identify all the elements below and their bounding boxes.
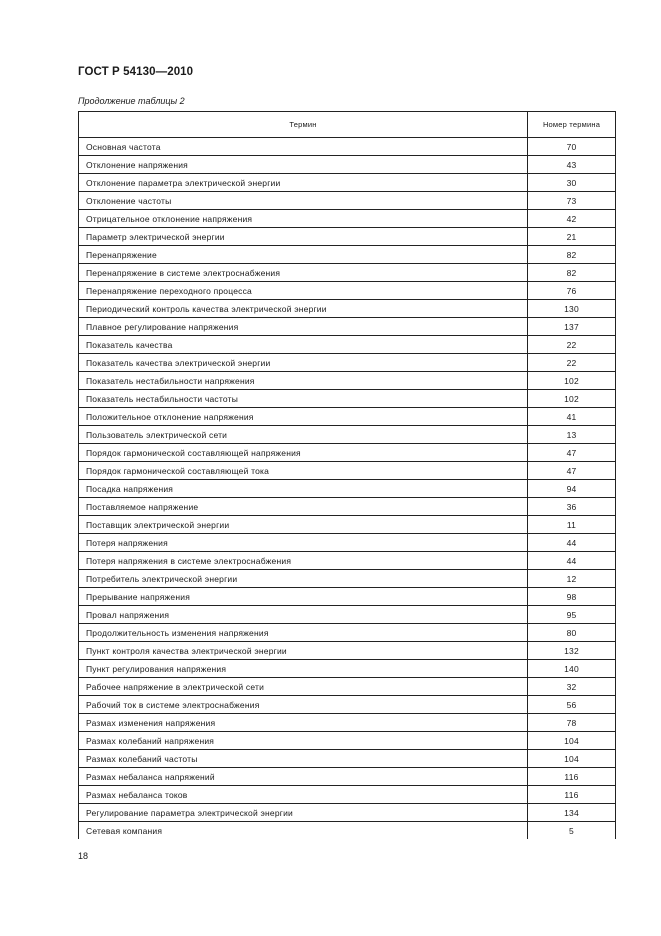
term-cell: Пункт регулирования напряжения (79, 660, 528, 678)
table-row (79, 264, 616, 282)
term-cell: Параметр электрической энергии (79, 228, 528, 246)
term-number-cell: 82 (528, 246, 616, 264)
term-cell: Показатель качества электрической энергии (79, 354, 528, 372)
column-header-number: Номер термина (528, 112, 616, 138)
table-row (79, 498, 616, 516)
table-row (79, 822, 616, 840)
table-row (79, 462, 616, 480)
term-number-cell: 5 (528, 822, 616, 840)
term-number-cell: 12 (528, 570, 616, 588)
table-row (79, 714, 616, 732)
term-number-cell: 95 (528, 606, 616, 624)
term-cell: Размах изменения напряжения (79, 714, 528, 732)
term-cell: Продолжительность изменения напряжения (79, 624, 528, 642)
table-row (79, 768, 616, 786)
term-number-cell: 47 (528, 444, 616, 462)
term-cell: Регулирование параметра электрической энергии (79, 804, 528, 822)
term-number-cell: 41 (528, 408, 616, 426)
term-cell: Отклонение параметра электрической энергии (79, 174, 528, 192)
table-row (79, 372, 616, 390)
table-continuation-label: Продолжение таблицы 2 (78, 96, 185, 106)
term-cell: Показатель качества (79, 336, 528, 354)
table-row (79, 642, 616, 660)
term-cell: Отрицательное отклонение напряжения (79, 210, 528, 228)
term-number-cell: 116 (528, 768, 616, 786)
table-row (79, 336, 616, 354)
table-row (79, 786, 616, 804)
term-cell: Провал напряжения (79, 606, 528, 624)
term-cell: Пункт контроля качества электрической энергии (79, 642, 528, 660)
table-row (79, 696, 616, 714)
term-number-cell: 132 (528, 642, 616, 660)
term-number-cell: 42 (528, 210, 616, 228)
term-cell: Размах небаланса напряжений (79, 768, 528, 786)
table-row (79, 408, 616, 426)
term-number-cell: 47 (528, 462, 616, 480)
term-number-cell: 70 (528, 138, 616, 156)
table-row (79, 516, 616, 534)
term-number-cell: 80 (528, 624, 616, 642)
term-cell: Плавное регулирование напряжения (79, 318, 528, 336)
term-cell: Размах колебаний частоты (79, 750, 528, 768)
term-number-cell: 13 (528, 426, 616, 444)
term-number-cell: 44 (528, 552, 616, 570)
term-cell: Поставляемое напряжение (79, 498, 528, 516)
page-number: 18 (78, 851, 89, 861)
term-cell: Потеря напряжения в системе электроснабжения (79, 552, 528, 570)
table-row (79, 624, 616, 642)
term-cell: Отклонение напряжения (79, 156, 528, 174)
table-row (79, 678, 616, 696)
column-header-term: Термин (79, 112, 528, 138)
table-row (79, 444, 616, 462)
table-row (79, 732, 616, 750)
table-row (79, 228, 616, 246)
term-cell: Посадка напряжения (79, 480, 528, 498)
table-row (79, 534, 616, 552)
table-row (79, 570, 616, 588)
term-cell: Сетевая компания (79, 822, 528, 840)
term-number-cell: 73 (528, 192, 616, 210)
term-cell: Основная частота (79, 138, 528, 156)
table-row (79, 192, 616, 210)
term-number-cell: 30 (528, 174, 616, 192)
term-number-cell: 104 (528, 732, 616, 750)
term-cell: Рабочий ток в системе электроснабжения (79, 696, 528, 714)
term-number-cell: 134 (528, 804, 616, 822)
term-cell: Поставщик электрической энергии (79, 516, 528, 534)
table-row (79, 354, 616, 372)
table-header (79, 112, 616, 138)
term-cell: Отклонение частоты (79, 192, 528, 210)
table-row (79, 390, 616, 408)
term-cell: Перенапряжение переходного процесса (79, 282, 528, 300)
table-row (79, 552, 616, 570)
table-row (79, 804, 616, 822)
term-number-cell: 102 (528, 390, 616, 408)
term-cell: Показатель нестабильности частоты (79, 390, 528, 408)
term-number-cell: 102 (528, 372, 616, 390)
term-cell: Пользователь электрической сети (79, 426, 528, 444)
table-row (79, 606, 616, 624)
term-cell: Показатель нестабильности напряжения (79, 372, 528, 390)
term-number-cell: 56 (528, 696, 616, 714)
term-number-cell: 22 (528, 336, 616, 354)
term-number-cell: 76 (528, 282, 616, 300)
term-number-cell: 98 (528, 588, 616, 606)
document-title: ГОСТ Р 54130—2010 (78, 66, 194, 78)
term-cell: Порядок гармонической составляющей тока (79, 462, 528, 480)
term-number-cell: 82 (528, 264, 616, 282)
term-number-cell: 94 (528, 480, 616, 498)
term-cell: Прерывание напряжения (79, 588, 528, 606)
term-cell: Потребитель электрической энергии (79, 570, 528, 588)
term-number-cell: 78 (528, 714, 616, 732)
table-row (79, 246, 616, 264)
term-number-cell: 104 (528, 750, 616, 768)
term-cell: Периодический контроль качества электрической энергии (79, 300, 528, 318)
term-number-cell: 36 (528, 498, 616, 516)
table-row (79, 426, 616, 444)
term-cell: Потеря напряжения (79, 534, 528, 552)
table-body (79, 138, 616, 840)
table-row (79, 300, 616, 318)
table-row (79, 156, 616, 174)
term-cell: Положительное отклонение напряжения (79, 408, 528, 426)
table-row (79, 174, 616, 192)
term-cell: Рабочее напряжение в электрической сети (79, 678, 528, 696)
term-number-cell: 137 (528, 318, 616, 336)
table-row (79, 282, 616, 300)
term-cell: Перенапряжение в системе электроснабжения (79, 264, 528, 282)
term-number-cell: 44 (528, 534, 616, 552)
term-number-cell: 22 (528, 354, 616, 372)
table-row (79, 210, 616, 228)
terms-table (78, 111, 616, 839)
term-number-cell: 11 (528, 516, 616, 534)
term-cell: Порядок гармонической составляющей напряжения (79, 444, 528, 462)
term-number-cell: 140 (528, 660, 616, 678)
table-row (79, 318, 616, 336)
term-number-cell: 32 (528, 678, 616, 696)
term-number-cell: 43 (528, 156, 616, 174)
table-row (79, 588, 616, 606)
table-row (79, 138, 616, 156)
term-cell: Перенапряжение (79, 246, 528, 264)
table-row (79, 660, 616, 678)
table-header-row (79, 112, 616, 138)
table-row (79, 480, 616, 498)
term-number-cell: 116 (528, 786, 616, 804)
term-number-cell: 21 (528, 228, 616, 246)
term-cell: Размах колебаний напряжения (79, 732, 528, 750)
term-cell: Размах небаланса токов (79, 786, 528, 804)
table-row (79, 750, 616, 768)
term-number-cell: 130 (528, 300, 616, 318)
